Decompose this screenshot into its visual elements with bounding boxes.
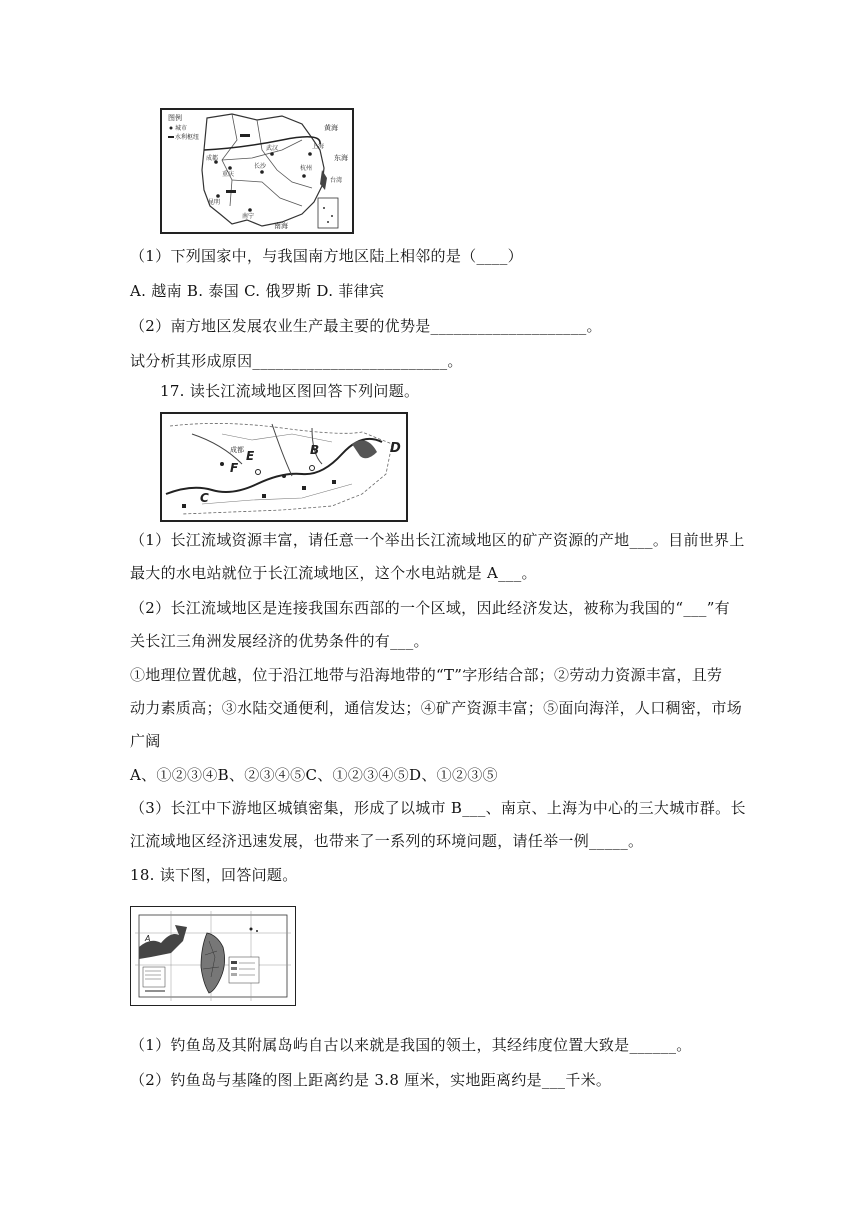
yangtze-basin-map bbox=[160, 412, 408, 522]
map1-label: 南海 bbox=[274, 222, 288, 230]
map1-label: 成都 bbox=[206, 155, 219, 162]
map1-label: 上海 bbox=[312, 143, 325, 150]
q17-statement-line3: 广阔 bbox=[130, 732, 161, 750]
map1-label: 黄海 bbox=[324, 124, 338, 132]
map1-label: 台湾 bbox=[330, 177, 343, 184]
map2-label-e: E bbox=[246, 449, 255, 463]
map3-label-a: A bbox=[145, 934, 151, 943]
q17-part1-line2: 最大的水电站就位于长江流域地区，这个水电站就是 A___。 bbox=[130, 564, 537, 582]
q17-part2-line1: （2）长江流域地区是连接我国东西部的一个区域，因此经济发达，被称为我国的“___”有 bbox=[130, 599, 730, 617]
map1-label: 重庆 bbox=[222, 171, 235, 178]
map1-legend-city: 城市 bbox=[175, 125, 188, 132]
yangtze-basin-map-graphic bbox=[162, 414, 406, 520]
map1-legend-title: 图例 bbox=[168, 114, 182, 122]
map1-label: 南宁 bbox=[242, 213, 255, 220]
q17-choices: A、①②③④B、②③④⑤C、①②③④⑤D、①②③⑤ bbox=[130, 766, 498, 784]
map1-legend-hydro: 水利枢纽 bbox=[175, 134, 200, 141]
taiwan-diaoyu-map bbox=[130, 906, 296, 1006]
map2-label-b: B bbox=[310, 443, 320, 457]
q18-title: 18. 读下图，回答问题。 bbox=[130, 866, 298, 884]
south-china-map bbox=[160, 108, 354, 234]
map1-label: 东海 bbox=[334, 154, 348, 162]
q17-part1-line1: （1）长江流域资源丰富，请任意一个举出长江流域地区的矿产资源的产地___。目前世界上 bbox=[130, 531, 745, 549]
map1-label: 昆明 bbox=[208, 199, 221, 206]
map2-label-chengdu: 成都 bbox=[230, 446, 244, 454]
q17-statement-line1: ①地理位置优越，位于沿江地带与沿海地带的“T”字形结合部；②劳动力资源丰富，且劳 bbox=[130, 666, 723, 684]
q17-statement-line2: 动力素质高；③水陆交通便利，通信发达；④矿产资源丰富；⑤面向海洋，人口稠密，市场 bbox=[130, 699, 743, 717]
q16-part3: 试分析其形成原因_________________________。 bbox=[130, 352, 463, 370]
map1-label: 武汉 bbox=[266, 145, 279, 152]
map1-label: 长沙 bbox=[254, 163, 267, 170]
south-china-map-graphic bbox=[162, 110, 352, 232]
q17-part2-line2: 关长江三角洲发展经济的优势条件的有___。 bbox=[130, 632, 429, 650]
map2-label-c: C bbox=[200, 491, 209, 505]
map1-label: 杭州 bbox=[300, 165, 313, 172]
q18-part1: （1）钓鱼岛及其附属岛屿自古以来就是我国的领土，其经纬度位置大致是______。 bbox=[130, 1036, 692, 1054]
map2-label-f: F bbox=[230, 461, 239, 475]
q17-title: 17. 读长江流域地区图回答下列问题。 bbox=[160, 382, 420, 400]
q17-part3-line1: （3）长江中下游地区城镇密集，形成了以城市 B___、南京、上海为中心的三大城市群。长 bbox=[130, 799, 746, 817]
q16-part2: （2）南方地区发展农业生产最主要的优势是____________________。 bbox=[130, 317, 602, 335]
q18-part2: （2）钓鱼岛与基隆的图上距离约是 3.8 厘米，实地距离约是___千米。 bbox=[130, 1071, 612, 1089]
map2-label-d: D bbox=[390, 441, 401, 456]
q17-part3-line2: 江流域地区经济迅速发展，也带来了一系列的环境问题，请任举一例_____。 bbox=[130, 832, 644, 850]
q16-options: A. 越南 B. 泰国 C. 俄罗斯 D. 菲律宾 bbox=[130, 282, 385, 300]
q16-part1: （1）下列国家中，与我国南方地区陆上相邻的是（____） bbox=[130, 247, 523, 265]
taiwan-diaoyu-map-graphic bbox=[131, 907, 295, 1005]
